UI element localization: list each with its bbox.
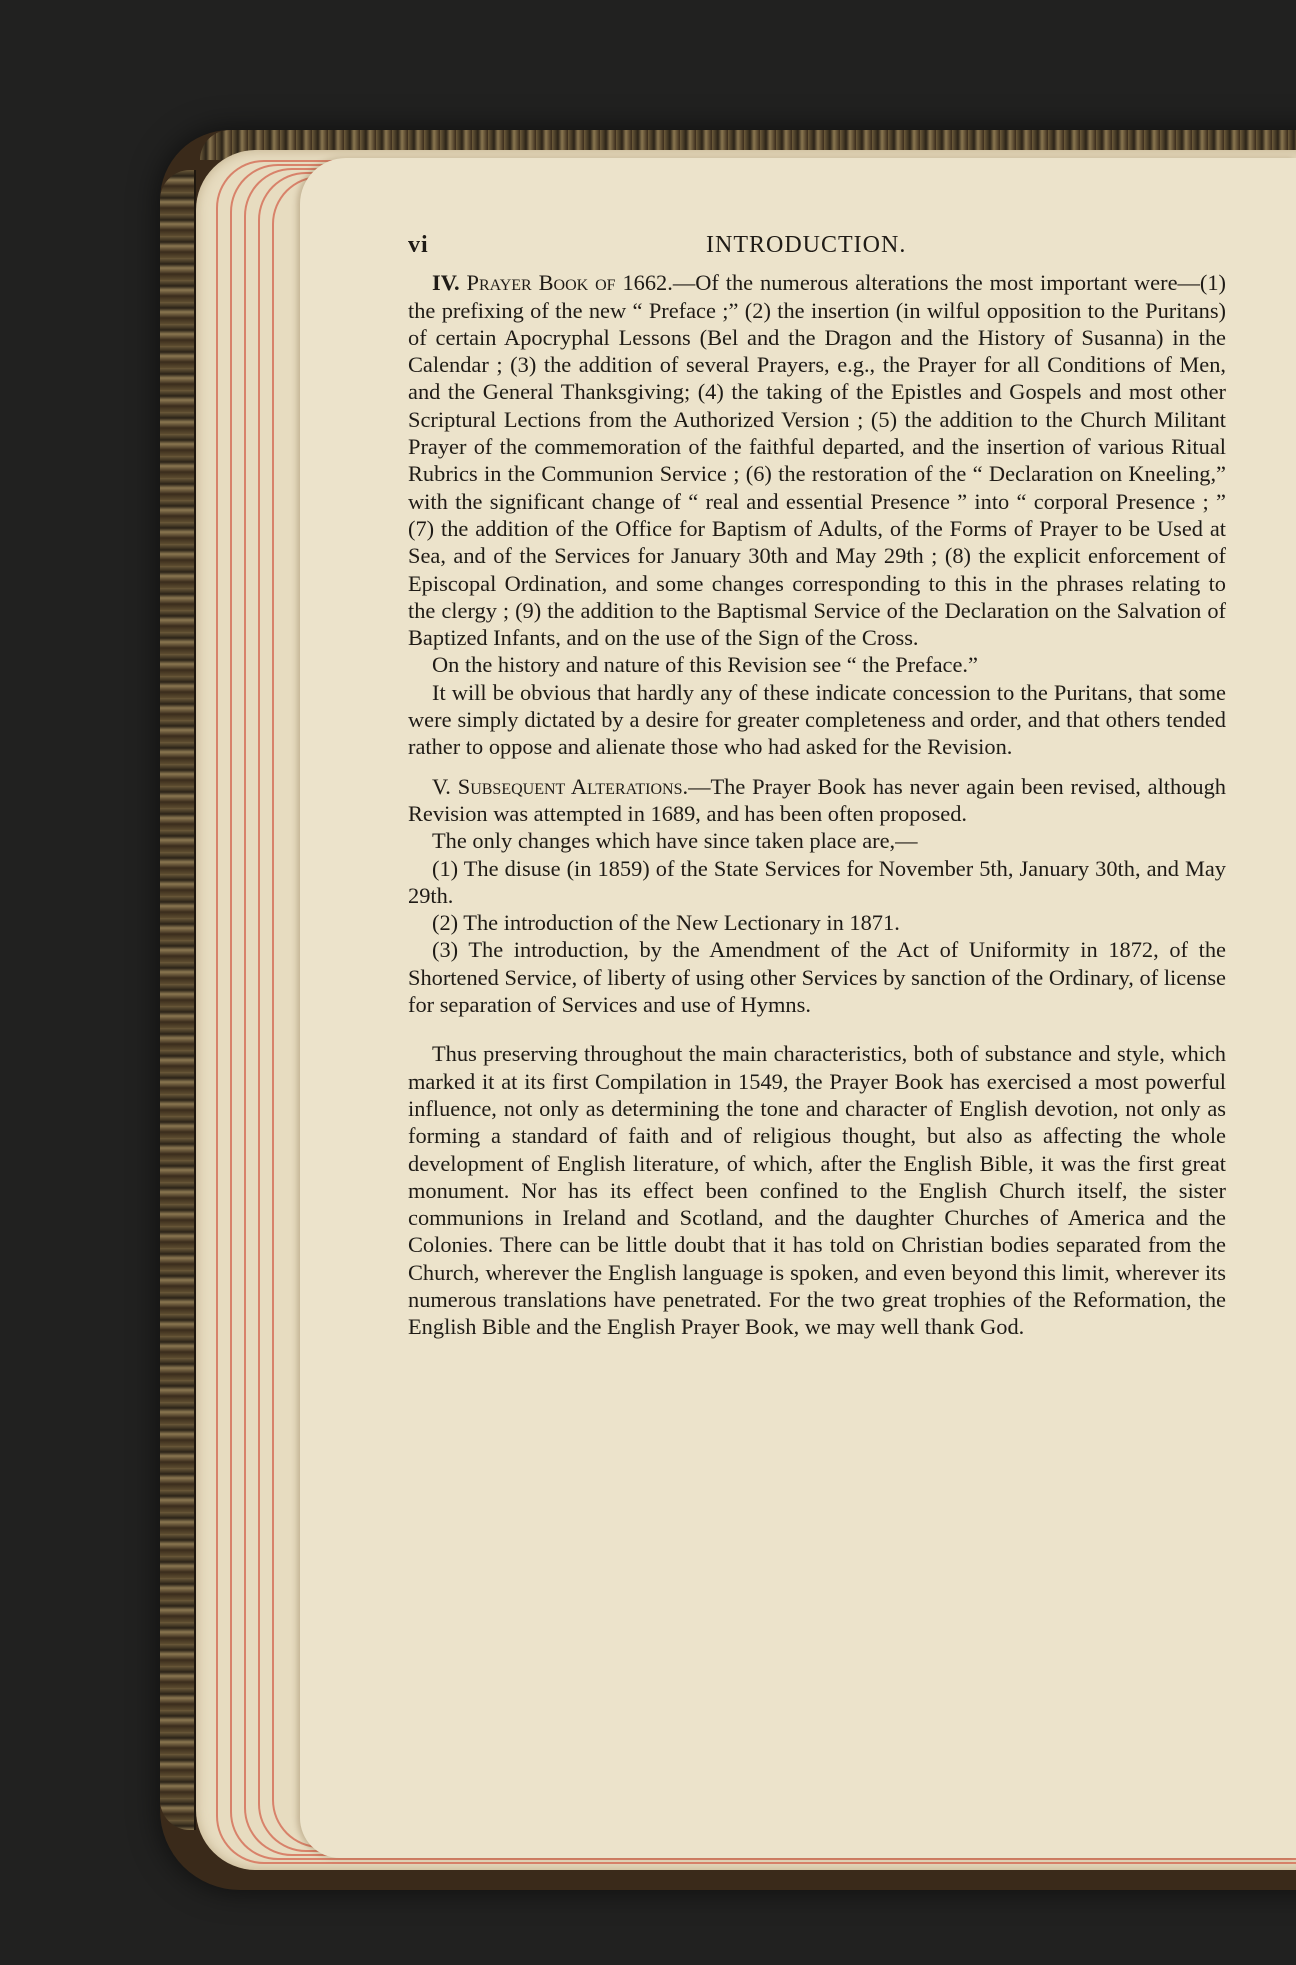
section-iv-paragraph — [408, 269, 1226, 651]
section-v-change-2: (2) The introduction of the New Lectionary in 1871. — [432, 910, 900, 936]
section-iv-numeral: IV. — [432, 270, 460, 296]
section-iv-title: Prayer Book of 1662. — [466, 270, 673, 296]
page-number: vi — [408, 232, 429, 258]
running-title: INTRODUCTION. — [706, 232, 907, 258]
section-v-changes-intro: The only changes which have since taken place are,— — [432, 828, 918, 854]
section-iv-concession-note: It will be obvious that hardly any of these indicate concession to the Puritans, that some were simply dictated by a desire for greater completeness and order, and that others tended rather to oppose and alienate those who had asked for the Revision. — [408, 679, 1226, 760]
section-iv-history-note: On the history and nature of this Revision see “ the Preface.” — [432, 652, 978, 678]
section-v-numeral: V. — [432, 773, 451, 799]
section-v-paragraph — [408, 773, 1226, 828]
section-iv-body: —Of the numerous alterations the most important were—(1) the prefixing of the new “ Preface ;” (2) the insertion (in wilful opposition to the Puritans) of certain Apocryphal Lessons (Bel and the Dragon and the History of Susanna) in the Calendar ; (3) the addition of several Prayers, e.g., the Prayer for all Conditions of Men, and the General Thanksgiving; (4) the taking of the Epistles and Gospels and most other Scriptural Lections from the Authorized Version ; (5) the addition to the Church Militant Prayer of the commemoration of the faithful departed, and the insertion of various Ritual Rubrics in the Communion Service ; (6) the restoration of the “ Declaration on Kneeling,” with the significant change of “ real and essential Presence ” into “ corporal Presence ; ” (7) the addition of the Office for Baptism of Adults, of the Forms of Prayer to be Used at Sea, and of the Services for January 30th and May 29th ; (8) the explicit enforcement of Episcopal Ordination, and some changes corresponding to this in the phrases relating to the clergy ; (9) the addition to the Baptismal Service of the Declaration on the Salvation of Baptized Infants, and on the use of the Sign of the Cross. — [408, 270, 1227, 651]
running-head — [408, 232, 1226, 259]
closing-paragraph: Thus preserving throughout the main characteristics, both of substance and style, which marked it at its first Compilation in 1549, the Prayer Book has exercised a most powerful influence, not only as determining the tone and character of English devotion, not only as forming a standard of faith and of religious thought, but also as affecting the whole development of English literature, of which, after the English Bible, it was the first great monument. Nor has its effect been confined to the English Church itself, the sister communions in Ireland and Scotland, and the daughter Churches of America and the Colonies. There can be little doubt that it has told on Christian bodies separated from the Church, wherever the English language is spoken, and even beyond this limit, wherever its numerous translations have penetrated. For the two great trophies of the Reformation, the English Bible and the English Prayer Book, we may well thank God. — [408, 1041, 1226, 1340]
section-v-body: —The Prayer Book has never again been revised, although Revision was attempted in 1689, and has been often proposed. — [408, 773, 1226, 826]
cover-ornament-spine — [160, 170, 196, 1830]
page-text — [408, 232, 1226, 1341]
section-v-change-1: (1) The disuse (in 1859) of the State Services for November 5th, January 30th, and May 29th. — [408, 855, 1226, 908]
section-v-title: Subsequent Alterations. — [457, 773, 689, 799]
section-v-change-3: (3) The introduction, by the Amendment of the Act of Uniformity in 1872, of the Shortened Service, of liberty of using other Services by sanction of the Ordinary, of license for separation of Services and use of Hymns. — [408, 937, 1226, 1018]
